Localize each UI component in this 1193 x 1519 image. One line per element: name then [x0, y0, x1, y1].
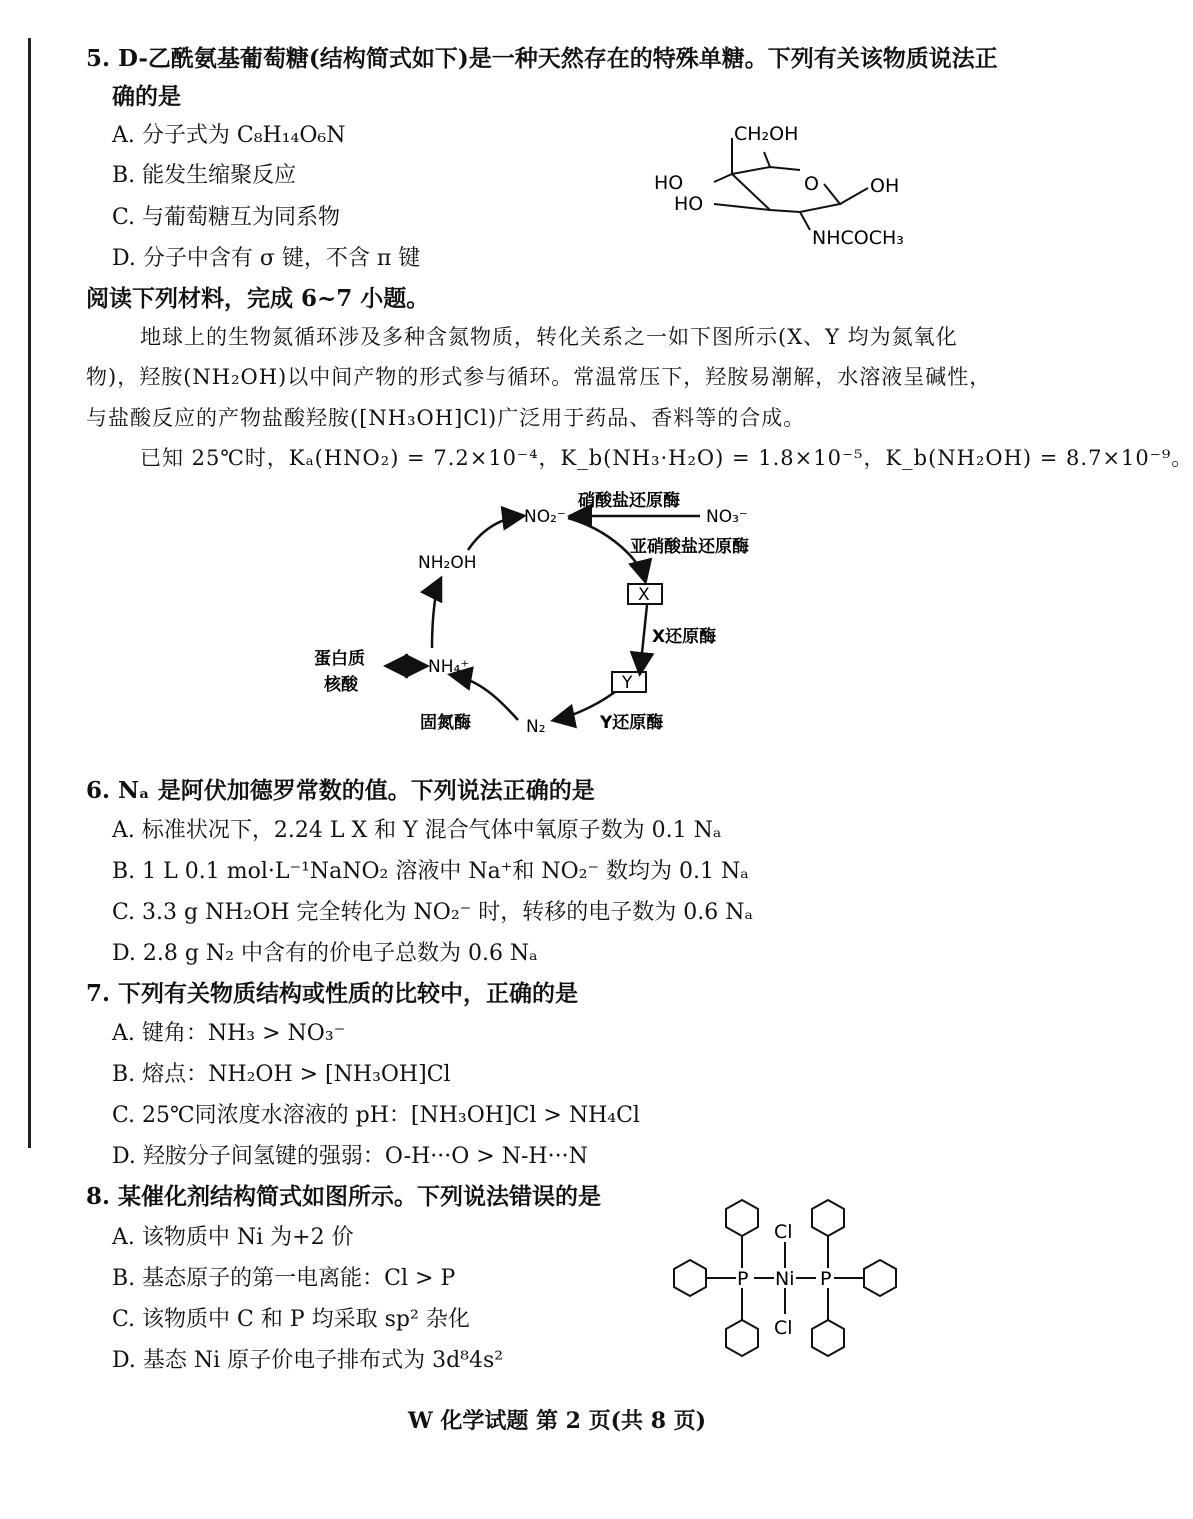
q6-option-a: A. 标准状况下，2.24 L X 和 Y 混合气体中氧原子数为 0.1 Nₐ	[112, 818, 722, 843]
no3-node: NO₃⁻	[706, 507, 748, 527]
protein-label: 蛋白质	[314, 649, 365, 669]
ni-label: Ni	[775, 1268, 795, 1290]
nucleic-acid-label: 核酸	[324, 675, 358, 695]
nitrate-reductase-label: 硝酸盐还原酶	[578, 491, 680, 511]
ch2oh-label: CH₂OH	[734, 123, 799, 145]
ho-label-2: HO	[674, 193, 704, 215]
reading-intro: 阅读下列材料，完成 6~7 小题。	[86, 285, 430, 312]
no2-node: NO₂⁻	[524, 507, 566, 527]
q7-option-a: A. 键角：NH₃ > NO₃⁻	[112, 1021, 346, 1046]
q8-stem: 8. 某催化剂结构简式如图所示。下列说法错误的是	[86, 1183, 602, 1210]
margin-line	[28, 38, 31, 1148]
constants-line: 已知 25℃时，Kₐ(HNO₂) = 7.2×10⁻⁴，K_b(NH₃·H₂O) = 1.8×10⁻⁵，K_b(NH₂OH) = 8.7×10⁻⁹。	[140, 446, 1193, 470]
q8-option-b: B. 基态原子的第一电离能：Cl > P	[112, 1266, 456, 1291]
q6-option-c: C. 3.3 g NH₂OH 完全转化为 NO₂⁻ 时，转移的电子数为 0.6 Nₐ	[112, 900, 753, 925]
q5-option-a: A. 分子式为 C₈H₁₄O₆N	[112, 123, 346, 148]
p-right-label: P	[820, 1268, 832, 1290]
nh4-node: NH₄⁺	[428, 657, 470, 677]
cl-top-label: Cl	[774, 1221, 793, 1243]
ho-label-1: HO	[654, 172, 684, 194]
nitrite-reductase-label: 亚硝酸盐还原酶	[630, 537, 749, 557]
q8-option-d: D. 基态 Ni 原子价电子排布式为 3d⁸4s²	[112, 1348, 504, 1373]
q5-stem-line1: 5. D-乙酰氨基葡萄糖(结构简式如下)是一种天然存在的特殊单糖。下列有关该物质说法正	[86, 45, 998, 72]
nhcoch3-label: NHCOCH₃	[812, 227, 904, 249]
reading-paragraph-line3: 与盐酸反应的产物盐酸羟胺([NH₃OH]Cl)广泛用于药品、香料等的合成。	[86, 406, 806, 430]
nh2oh-node: NH₂OH	[418, 553, 477, 573]
reading-paragraph-line2: 物)，羟胺(NH₂OH)以中间产物的形式参与循环。常温常压下，羟胺易潮解，水溶液呈碱性，	[86, 365, 992, 389]
q5-option-c: C. 与葡萄糖互为同系物	[112, 205, 341, 230]
q5-option-b: B. 能发生缩聚反应	[112, 163, 297, 188]
x-reductase-label: X还原酶	[652, 627, 717, 647]
reading-paragraph-line1: 地球上的生物氮循环涉及多种含氮物质，转化关系之一如下图所示(X、Y 均为氮氧化	[140, 325, 958, 349]
p-left-label: P	[737, 1268, 749, 1290]
y-reductase-label: Y还原酶	[600, 713, 664, 733]
q7-option-b: B. 熔点：NH₂OH > [NH₃OH]Cl	[112, 1062, 451, 1087]
nitrogen-cycle-diagram	[300, 480, 820, 750]
oh-label: OH	[870, 175, 900, 197]
q8-option-c: C. 该物质中 C 和 P 均采取 sp² 杂化	[112, 1307, 470, 1332]
n2-node: N₂	[526, 717, 546, 737]
q5-stem-line2: 确的是	[112, 83, 181, 110]
nickel-complex-structure	[660, 1196, 920, 1366]
q5-option-d: D. 分子中含有 σ 键，不含 π 键	[112, 246, 421, 271]
q7-stem: 7. 下列有关物质结构或性质的比较中，正确的是	[86, 980, 579, 1007]
q8-option-a: A. 该物质中 Ni 为+2 价	[112, 1225, 354, 1250]
q6-stem: 6. Nₐ 是阿伏加德罗常数的值。下列说法正确的是	[86, 777, 595, 804]
cl-bottom-label: Cl	[774, 1317, 793, 1339]
q7-option-d: D. 羟胺分子间氢键的强弱：O-H···O > N-H···N	[112, 1144, 588, 1169]
q7-option-c: C. 25℃同浓度水溶液的 pH：[NH₃OH]Cl > NH₄Cl	[112, 1103, 640, 1128]
x-node: X	[638, 585, 650, 605]
q6-option-b: B. 1 L 0.1 mol·L⁻¹NaNO₂ 溶液中 Na⁺和 NO₂⁻ 数均为 0.1 Nₐ	[112, 859, 749, 884]
glucosamine-structure	[640, 112, 920, 252]
page-footer: W 化学试题 第 2 页(共 8 页)	[408, 1408, 707, 1434]
nitrogenase-label: 固氮酶	[420, 713, 471, 733]
ring-o-label: O	[804, 173, 819, 195]
q6-option-d: D. 2.8 g N₂ 中含有的价电子总数为 0.6 Nₐ	[112, 941, 538, 966]
y-node: Y	[622, 673, 633, 693]
